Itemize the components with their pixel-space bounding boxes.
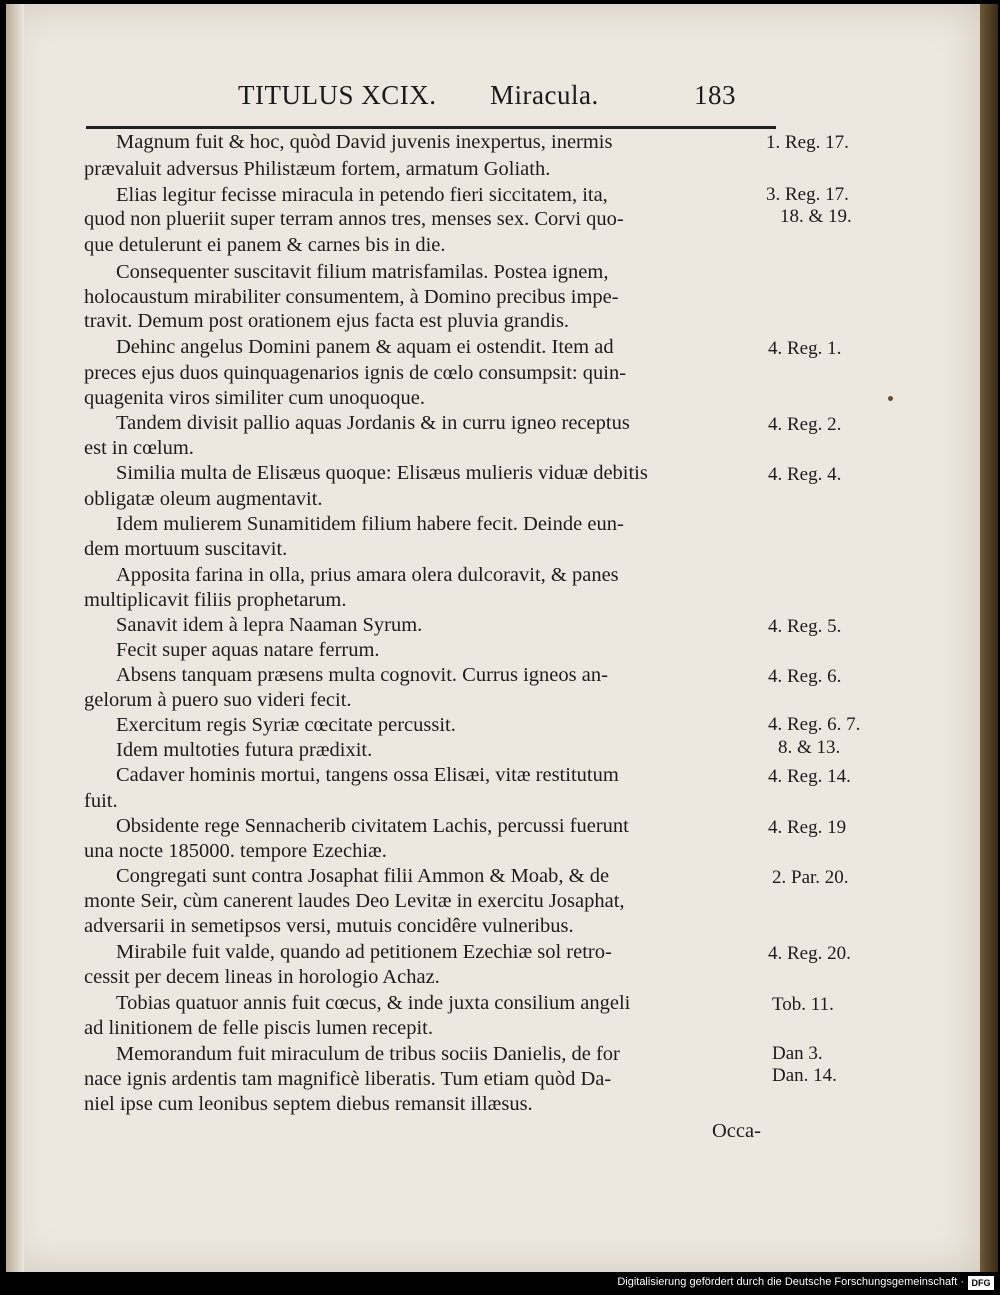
margin-note: 4. Reg. 14. [768,766,851,787]
text-line: Cadaver hominis mortui, tangens ossa Elisæi, vitæ restitutum [116,764,619,786]
page-number: 183 [694,80,736,110]
header-title: TITULUS XCIX. [238,80,437,110]
margin-note: 4. Reg. 1. [768,338,842,359]
digitization-credit: Digitalisierung gefördert durch die Deutsche Forschungsgemeinschaft · [617,1276,964,1288]
text-line: Apposita farina in olla, prius amara olera dulcoravit, & panes [116,564,619,586]
header-rule [86,126,776,129]
text-line: Sanavit idem à lepra Naaman Syrum. [116,614,423,636]
margin-note: Dan. 14. [772,1065,837,1086]
text-line: Obsidente rege Sennacherib civitatem Lachis, percussi fuerunt [116,815,629,837]
margin-note: 2. Par. 20. [772,867,849,888]
margin-note: 4. Reg. 4. [768,464,842,485]
text-line: preces ejus duos quinquagenarios ignis de cœlo consumpsit: quin- [84,362,627,384]
text-line: gelorum à puero suo videri fecit. [84,689,352,711]
text-line: Elias legitur fecisse miracula in petendo fieri siccitatem, ita, [116,184,608,206]
text-line: Idem multoties futura prædixit. [116,739,373,761]
text-line: Consequenter suscitavit filium matrisfamilas. Postea ignem, [116,261,609,283]
dfg-logo: DFG [968,1276,994,1290]
margin-note: 1. Reg. 17. [766,132,849,153]
text-line: holocaustum mirabiliter consumentem, à Domino precibus impe- [84,286,619,308]
page-spine-shadow [6,4,24,1272]
text-line: Absens tanquam præsens multa cognovit. Currus igneos an- [116,664,608,686]
text-line: prævaluit adversus Philistæum fortem, armatum Goliath. [84,158,551,180]
text-line: Fecit super aquas natare ferrum. [116,639,380,661]
text-line: ad linitionem de felle piscis lumen recepit. [84,1017,433,1039]
text-line: obligatæ oleum augmentavit. [84,488,323,510]
text-line: una nocte 185000. tempore Ezechiæ. [84,840,387,862]
text-line: adversarii in semetipsos versi, mutuis concidêre vulneribus. [84,915,574,937]
text-line: Congregati sunt contra Josaphat filii Ammon & Moab, & de [116,865,610,887]
margin-note: 4. Reg. 6. [768,666,842,687]
margin-note: Tob. 11. [772,994,834,1015]
margin-note: 3. Reg. 17. [766,184,849,205]
text-line: Memorandum fuit miraculum de tribus sociis Danielis, de for [116,1043,620,1065]
margin-note: 8. & 13. [778,737,841,758]
text-line: quagenita viros similiter cum unoquoque. [84,387,426,409]
text-line: est in cœlum. [84,437,194,459]
margin-note: Dan 3. [772,1043,823,1064]
text-line: quod non plueriit super terram annos tres, menses sex. Corvi quo- [84,208,624,230]
text-line: que detulerunt ei panem & carnes bis in die. [84,234,446,256]
margin-note: 4. Reg. 2. [768,414,842,435]
text-line: cessit per decem lineas in horologio Achaz. [84,966,440,988]
text-line: Dehinc angelus Domini panem & aquam ei ostendit. Item ad [116,336,614,358]
text-line: dem mortuum suscitavit. [84,538,288,560]
text-line: Similia multa de Elisæus quoque: Elisæus mulieris viduæ debitis [116,462,648,484]
text-line: nace ignis ardentis tam magnificè liberatis. Tum etiam quòd Da- [84,1068,612,1090]
margin-note: 4. Reg. 5. [768,616,842,637]
margin-note: 4. Reg. 19 [768,817,847,838]
margin-note: 4. Reg. 20. [768,943,851,964]
catchword: Occa- [712,1120,761,1142]
text-line: travit. Demum post orationem ejus facta est pluvia grandis. [84,310,570,332]
margin-note: 4. Reg. 6. 7. [768,714,861,735]
text-line: multiplicavit filiis prophetarum. [84,589,347,611]
text-line: niel ipse cum leonibus septem diebus remansit illæsus. [84,1093,533,1115]
text-line: Tobias quatuor annis fuit cœcus, & inde juxta consilium angeli [116,992,631,1014]
text-line: fuit. [84,790,118,812]
ink-spot [888,396,893,401]
margin-note: 18. & 19. [780,206,852,227]
text-line: Mirabile fuit valde, quando ad petitionem Ezechiæ sol retro- [116,941,612,963]
text-line: Exercitum regis Syriæ cœcitate percussit. [116,714,456,736]
running-header [238,80,758,120]
text-line: Tandem divisit pallio aquas Jordanis & in curru igneo receptus [116,412,630,434]
text-line: monte Seir, cùm canerent laudes Deo Levitæ in exercitu Josaphat, [84,890,625,912]
text-line: Idem mulierem Sunamitidem filium habere fecit. Deinde eun- [116,513,624,535]
header-section: Miracula. [490,80,599,110]
text-line: Magnum fuit & hoc, quòd David juvenis inexpertus, inermis [116,131,613,153]
page-edge [980,4,998,1272]
book-page [6,4,980,1272]
